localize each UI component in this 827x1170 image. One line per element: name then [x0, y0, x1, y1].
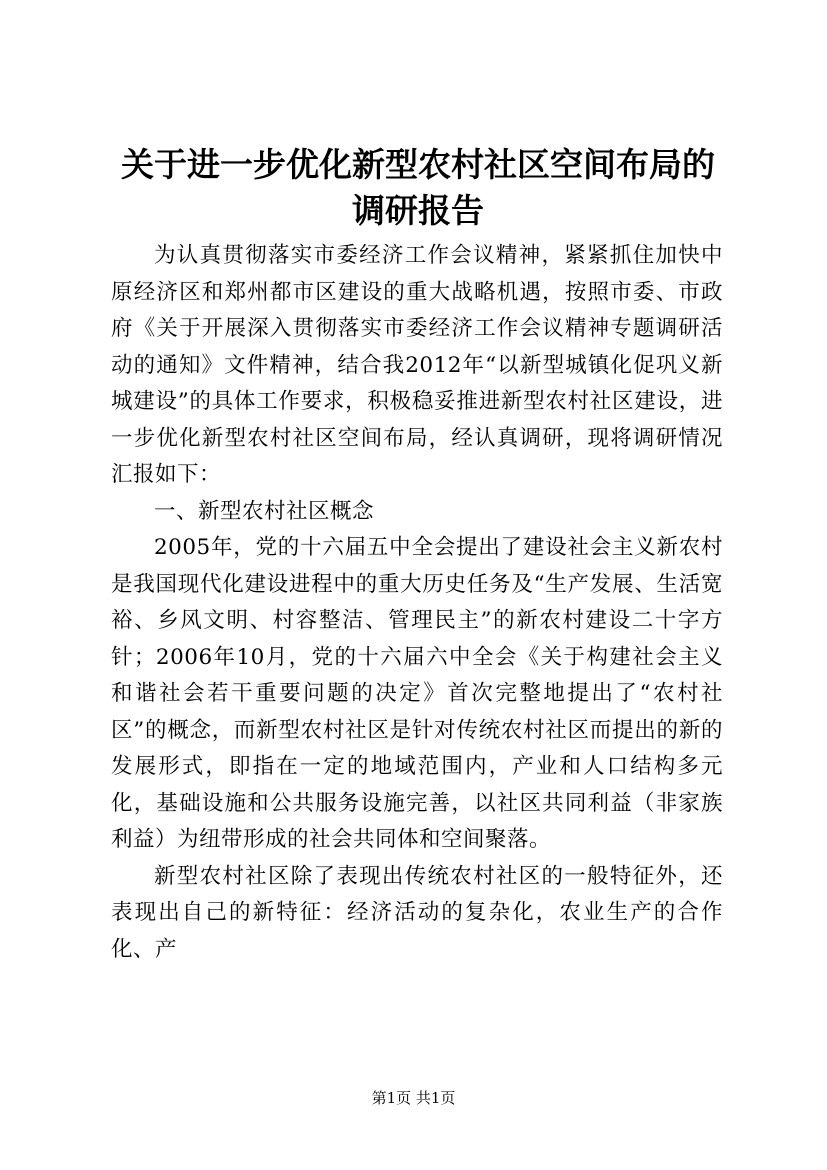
- section-heading: 一、新型农村社区概念: [154, 498, 375, 524]
- body-paragraph: 新型农村社区除了表现出传统农村社区的一般特征外，还表现出自己的新特征：经济活动的复杂化，农业生产的合作化、产: [111, 863, 723, 962]
- body-paragraph: 2005年，党的十六届五中全会提出了建设社会主义新农村是我国现代化建设进程中的重大历史任务及“生产发展、生活宽裕、乡风文明、村容整洁、管理民主”的新农村建设二十字方针；2006年10月，党的十六届六中全会《关于构建社会主义和谐社会若干重要问题的决定》首次完整地提出了“农村社区”的概念，而新型农村社区是针对传统农村社区而提出的新的发展形式，即指在一定的地域范围内，产业和人口结构多元化，基础设施和公共服务设施完善，以社区共同利益（非家族利益）为纽带形成的社会共同体和空间聚落。: [111, 535, 723, 852]
- document-body: [111, 238, 723, 968]
- document-title: 关于进一步优化新型农村社区空间布局的调研报告: [121, 145, 715, 230]
- intro-paragraph: 为认真贯彻落实市委经济工作会议精神，紧紧抓住加快中原经济区和郑州都市区建设的重大战略机遇，按照市委、市政府《关于开展深入贯彻落实市委经济工作会议精神专题调研活动的通知》文件精神，结合我2012年“以新型城镇化促巩义新城建设”的具体工作要求，积极稳妥推进新型农村社区建设，进一步优化新型农村社区空间布局，经认真调研，现将调研情况汇报如下：: [111, 243, 723, 487]
- page-number-footer: 第1页 共1页: [371, 1089, 456, 1107]
